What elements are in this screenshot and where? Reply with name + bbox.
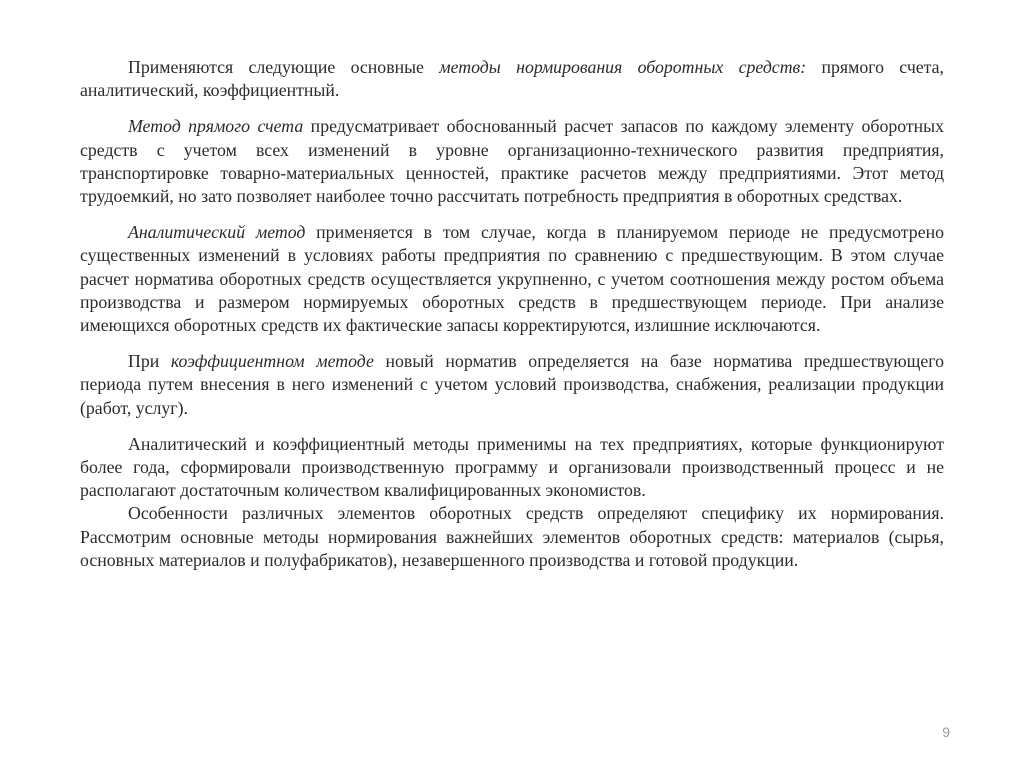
text-segment-italic: Метод прямого счета: [128, 116, 304, 137]
text-segment-italic: коэффициентном методе: [170, 351, 374, 372]
text-segment: Особенности различных элементов оборотных средств определяют специфику их нормирования. Рассмотрим основные методы нормирования важнейших элементов оборотных средств: материалов (сырья, основных материалов и полуфабрикатов), незавершенного производства и готовой продукции.: [80, 503, 944, 570]
paragraph-direct-count-method: [80, 115, 944, 208]
text-segment-italic: Аналитический метод: [128, 222, 306, 243]
text-segment: применяется в том случае, когда в планируемом периоде не предусмотрено существенных изменений в условиях работы предприятия по сравнению с предшествующим. В этом случае расчет норматива оборотных средств осуществляется укрупненно, с учетом соотношения между ростом объема производства и размером нормируемых оборотных средств в предшествующем периоде. При анализе имеющихся оборотных средств их фактические запасы корректируются, излишние исключаются.: [80, 222, 944, 336]
paragraph-coefficient-method: [80, 350, 944, 420]
text-segment-italic: методы нормирования оборотных средств:: [439, 57, 807, 77]
text-segment: Применяются следующие основные: [128, 57, 440, 77]
paragraph-analytical-method: [80, 221, 944, 337]
text-segment: Аналитический и коэффициентный методы применимы на тех предприятиях, которые функционируют более года, сформировали производственную программу и организовали производственный процесс и не располагают достаточным количеством квалифицированных экономистов.: [80, 433, 944, 501]
paragraph-methods-intro: [80, 56, 944, 102]
text-segment: При: [128, 351, 171, 372]
paragraph-element-specifics: [80, 502, 944, 572]
document-page: [80, 56, 944, 572]
text-segment: новый норматив определяется на базе норматива предшествующего периода путем внесения в него изменений с учетом условий производства, снабжения, реализации продукции (работ, услуг).: [80, 351, 944, 418]
text-segment: предусматривает обоснованный расчет запасов по каждому элементу оборотных средств с учетом всех изменений в уровне организационно-технического развития предприятия, транспортировке товарно-материальных ценностей, практике расчетов между предприятиями. Этот метод трудоемкий, но зато позволяет наиболее точно рассчитать потребность предприятия в оборотных средствах.: [80, 116, 945, 207]
page-number: 9: [942, 724, 950, 740]
paragraph-applicability: [80, 433, 944, 503]
text-segment: прямого счета, аналитический, коэффициентный.: [80, 57, 944, 101]
